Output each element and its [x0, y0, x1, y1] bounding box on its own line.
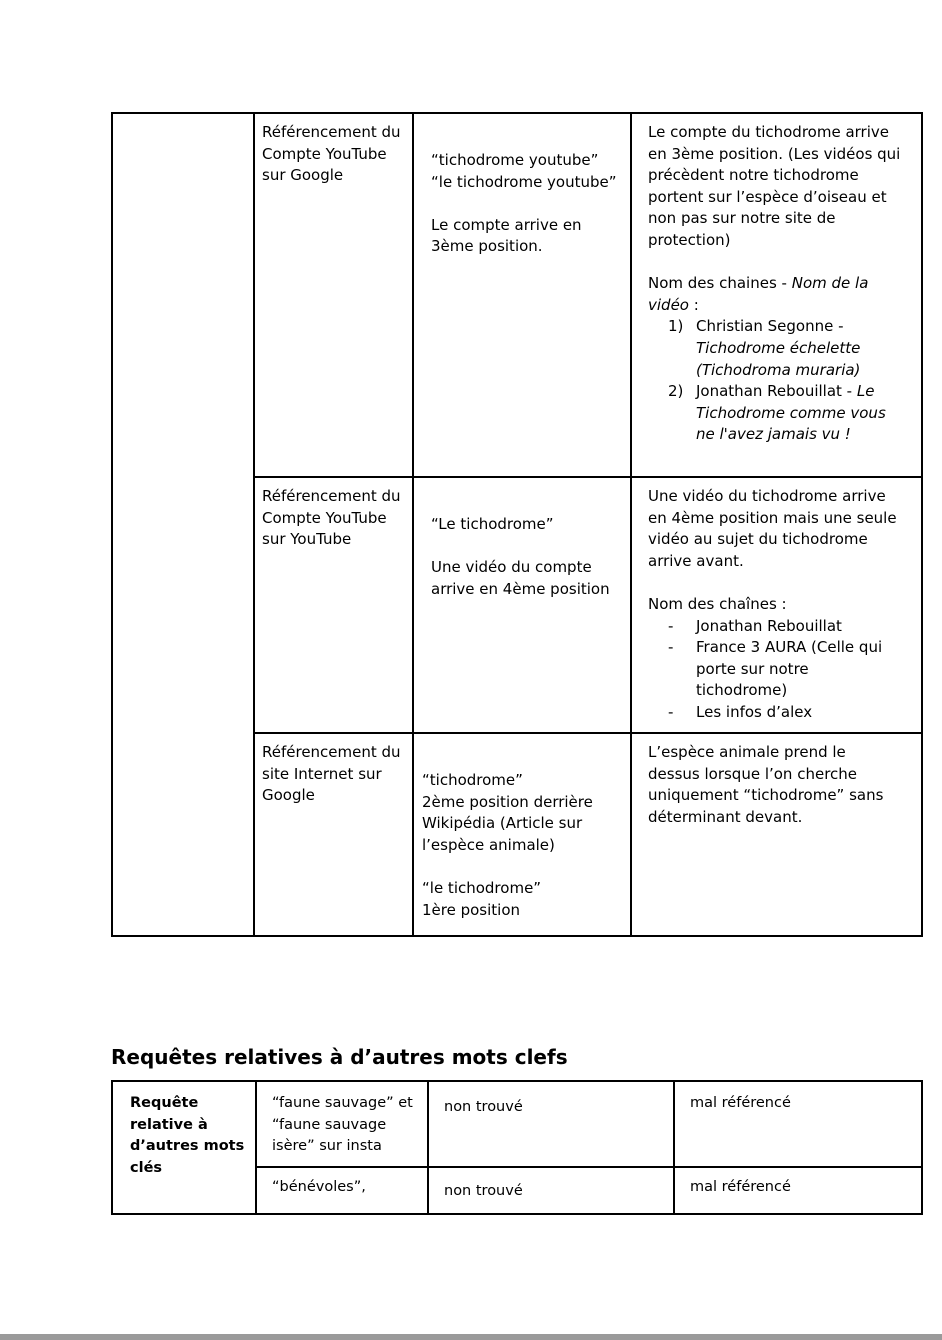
- table-border: [673, 1080, 675, 1215]
- table-border: [111, 1213, 923, 1215]
- page-bottom-divider: [0, 1334, 942, 1340]
- result-cell: non trouvé: [444, 1183, 523, 1199]
- table-row: [272, 1177, 424, 1199]
- list-intro: Nom des chaines - Nom de la vidéo :: [648, 274, 869, 314]
- list-marker: -: [668, 702, 674, 721]
- table-border: [111, 112, 923, 114]
- table-border: [254, 476, 923, 478]
- comment-cell: [648, 486, 918, 724]
- list-marker: -: [668, 638, 674, 657]
- table-row: [262, 122, 410, 187]
- table-border: [111, 935, 923, 937]
- list-marker: 2): [668, 382, 684, 401]
- list-item: - France 3 AURA (Celle qui porte sur notre tichodrome): [668, 638, 883, 700]
- list-intro: Nom des chaînes :: [648, 594, 787, 613]
- query-text: “faune sauvage” et “faune sauvage isère” sur insta: [272, 1095, 413, 1155]
- video-title: Tichodrome échelette (Tichodroma muraria): [696, 338, 861, 379]
- query-cell: [422, 770, 627, 921]
- section-heading: Requêtes relatives à d’autres mots clefs: [111, 1045, 568, 1069]
- table-border: [412, 112, 414, 936]
- result-text: Le compte arrive en 3ème position.: [431, 215, 582, 256]
- comment-cell: [648, 742, 918, 828]
- result-text: “tichodrome” 2ème position derrière Wikipédia (Article sur l’espèce animale): [422, 771, 593, 854]
- table-row: [262, 486, 410, 551]
- comment-text: Le compte du tichodrome arrive en 3ème position. (Les vidéos qui précèdent notre tichodrome portent sur l’espèce d’oiseau et non pas sur notre site de protection): [648, 123, 901, 249]
- query-cell: [431, 150, 627, 258]
- list-item: - Jonathan Rebouillat: [648, 616, 918, 638]
- result-text: Une vidéo du compte arrive en 4ème position: [431, 558, 610, 598]
- table-border: [253, 112, 255, 936]
- table-border: [111, 1080, 923, 1082]
- table-border: [427, 1080, 429, 1215]
- comment-cell: [648, 122, 918, 446]
- result-text: “le tichodrome” 1ère position: [422, 878, 542, 919]
- table-border: [630, 112, 632, 936]
- query-line: “Le tichodrome”: [431, 515, 554, 533]
- table-border: [254, 732, 923, 734]
- table-row: [262, 742, 410, 807]
- table-border: [921, 112, 923, 936]
- result-cell: non trouvé: [444, 1099, 523, 1115]
- comment-cell: mal référencé: [690, 1095, 791, 1111]
- table-border: [255, 1166, 923, 1168]
- row-label: Référencement du Compte YouTube sur YouTube: [262, 487, 401, 549]
- channel-name: Jonathan Rebouillat -: [696, 382, 857, 401]
- video-title: Le Tichodrome comme vous ne l'avez jamais vu !: [696, 382, 886, 444]
- list-item: [648, 316, 918, 381]
- channel-name: Christian Segonne -: [696, 317, 844, 336]
- list-item: [648, 381, 918, 446]
- comment-text: Une vidéo du tichodrome arrive en 4ème position mais une seule vidéo au sujet du tichodrome arrive avant.: [648, 487, 897, 570]
- comment-cell: mal référencé: [690, 1179, 791, 1195]
- table-border: [255, 1080, 257, 1215]
- channel-list: [648, 616, 918, 724]
- list-marker: 1): [668, 317, 684, 336]
- query-text: “bénévoles”,: [272, 1179, 366, 1195]
- table-row: [272, 1093, 424, 1158]
- video-list: [648, 316, 918, 446]
- query-line: “le tichodrome youtube”: [431, 172, 617, 191]
- list-item: - Les infos d’alex: [648, 702, 918, 724]
- table-border: [921, 1080, 923, 1215]
- row-label: Référencement du site Internet sur Google: [262, 743, 401, 805]
- comment-text: L’espèce animale prend le dessus lorsque l’on cherche uniquement “tichodrome” sans déterminant devant.: [648, 743, 884, 826]
- list-marker: -: [668, 616, 674, 635]
- query-line: “tichodrome youtube”: [431, 151, 599, 169]
- row-label: Référencement du Compte YouTube sur Google: [262, 123, 401, 185]
- table-border: [111, 112, 113, 936]
- table-border: [111, 1080, 113, 1215]
- row-header: Requête relative à d’autres mots clés: [130, 1095, 245, 1176]
- query-cell: [431, 514, 627, 600]
